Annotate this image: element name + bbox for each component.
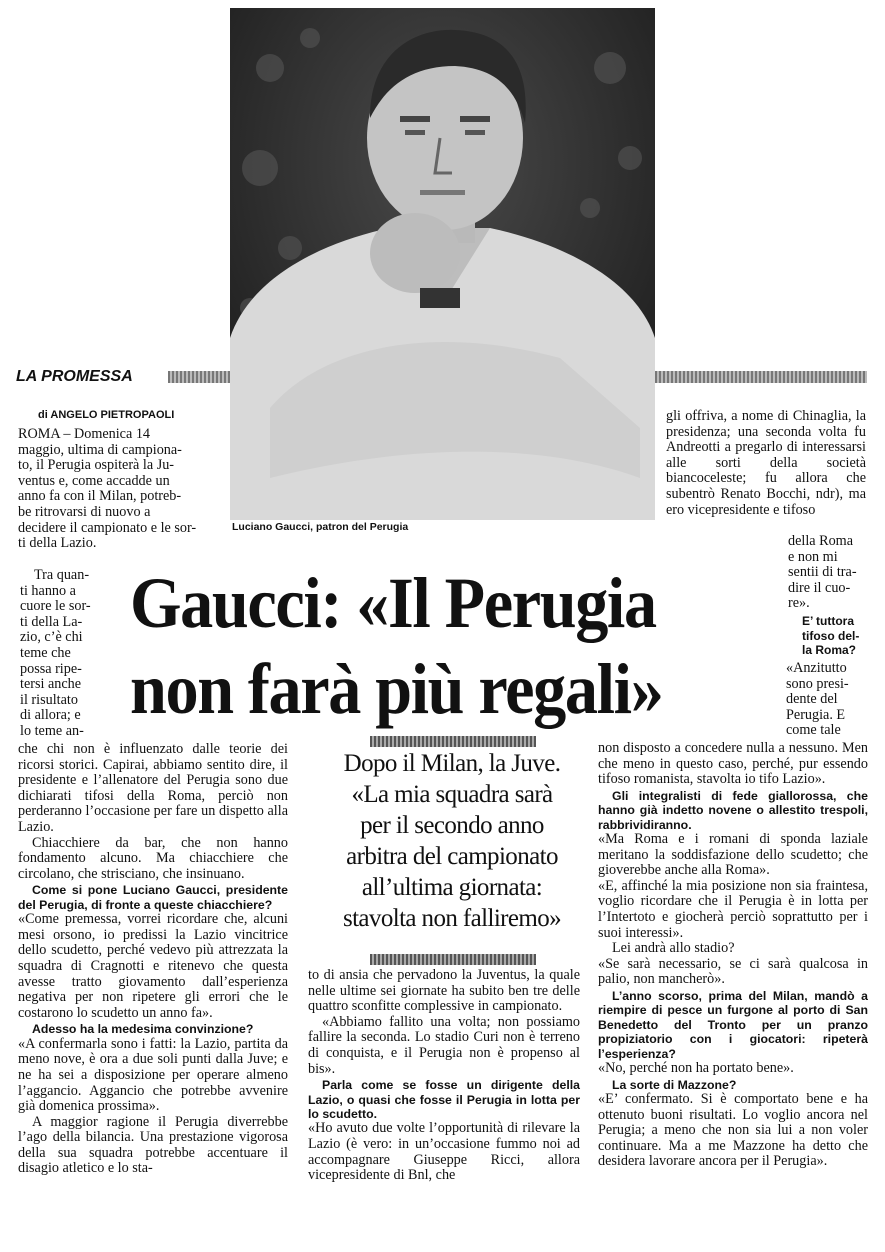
col2-body xyxy=(308,968,580,1184)
paragraph: «E, affinché la mia posizione non sia fraintesa, voglio ricordare che il Perugia è in lotta per l’Intertoto e giocherà perciò soprattutto per i suoi interessi». xyxy=(598,877,868,941)
col3-narrow-line: della Roma xyxy=(788,533,854,549)
paragraph: «No, perché non ha portato bene». xyxy=(598,1059,794,1076)
interview-question: Come si pone Luciano Gaucci, presidente del Perugia, di fronte a queste chiacchiere? xyxy=(18,883,288,912)
portrait-image xyxy=(230,8,655,520)
section-rubric: LA PROMESSA xyxy=(16,368,133,385)
paragraph: non disposto a concedere nulla a nessuno. Men che meno in questo caso, perché, pur essendo tifoso romanista, stavolta io tifo Lazio». xyxy=(598,740,868,788)
photo-luciano-gaucci xyxy=(230,8,655,520)
col1-narrow-line: di allora; e xyxy=(20,707,81,724)
paragraph: «Abbiamo fallito una volta; non possiamo fallire la seconda. Lo stadio Curi non è terreno di conquista, e il Perugia non è propenso al bis». xyxy=(308,1013,580,1077)
col3-q-line: la Roma? xyxy=(802,643,857,657)
interview-question: Adesso ha la medesima convinzione? xyxy=(32,1022,254,1037)
col3-narrow-line: sentii di tra- xyxy=(788,564,857,581)
col1-line: ventus e, come accadde un xyxy=(18,472,170,489)
photo-caption: Luciano Gaucci, patron del Perugia xyxy=(232,521,409,533)
col3-question-1 xyxy=(802,614,872,658)
col1-narrow-line: ti hanno a xyxy=(20,582,76,599)
col1-line: to, il Perugia ospiterà la Ju- xyxy=(18,457,175,474)
col1-narrow xyxy=(20,568,120,740)
paragraph: Chiacchiere da bar, che non hanno fondamento alcuno. Ma chiacchiere che circolano, che strisciano, che insinuano. xyxy=(18,834,288,882)
paragraph: «Ho avuto due volte l’opportunità di rilevare la Lazio (è vero: in un’occasione fummo noi ad accompagnare Giuseppe Ricci, allora vicepresidente di Bnl, che xyxy=(308,1120,580,1184)
col1-narrow-line: lo teme an- xyxy=(20,722,84,739)
paragraph: «Se sarà necessario, se ci sarà qualcosa in palio, non mancherò». xyxy=(598,955,868,988)
col1-line: decidere il campionato e le sor- xyxy=(18,519,197,536)
interview-question: L’anno scorso, prima del Milan, mandò a riempire di pesce un furgone al porto di San Benedetto del Tronto per un pranzo propiziatorio con i giocatori: ripeterà l’esperienza? xyxy=(598,988,868,1061)
col1-line: be ritrovarsi di nuovo a xyxy=(18,503,151,520)
col1-narrow-line: ti della La- xyxy=(20,613,83,630)
paragraph: che chi non è influenzato dalle teorie dei ricorsi storici. Capirai, abbiamo sentito dire, il presidente e l’allenatore del Perugia sono due dichiarati tifosi della Roma, perciò non perderanno l’occasione per fare un dispetto alla Lazio. xyxy=(18,741,288,835)
col3-narrow-line: «Anzitutto xyxy=(786,660,847,676)
col3-q-line: tifoso del- xyxy=(802,628,860,643)
col1-line: ROMA – Domenica 14 xyxy=(18,426,151,442)
col3-body xyxy=(598,741,868,1170)
deck-line: «La mia squadra sarà xyxy=(351,781,553,808)
interview-question: Parla come se fosse un dirigente della Lazio, o quasi che fosse il Perugia in lotta per lo scudetto. xyxy=(308,1078,580,1121)
col3-top xyxy=(666,409,866,518)
deck-line: arbitra del campionato xyxy=(346,843,558,870)
paragraph: Lei andrà allo stadio? xyxy=(612,940,735,957)
col3-narrow-line: come tale xyxy=(786,722,841,739)
col3-narrow-line: e non mi xyxy=(788,548,838,565)
col1-narrow-line: cuore le sor- xyxy=(20,598,91,615)
paragraph: «Come premessa, vorrei ricordare che, alcuni mesi orsono, io predissi la Lazio vincitrice dello scudetto, perché vedevo più attrezzata la squadra di Cragnotti e ritenevo che questa avesse tratto giovamento dall’esperienza negativa per non ripetere gli errori che le costarono lo scudetto un anno fa». xyxy=(18,911,288,1021)
col3-narrow xyxy=(788,534,868,612)
col1-line: maggio, ultima di campiona- xyxy=(18,441,182,458)
paragraph: «Ma Roma e i romani di sponda laziale meritano la soddisfazione dello scudetto; che gioverebbe anche alla Roma». xyxy=(598,831,868,879)
col3-q-line: E’ tuttora xyxy=(802,614,855,628)
col1-narrow-line: zio, c’è chi xyxy=(20,629,83,646)
deck-line: per il secondo anno xyxy=(360,812,544,839)
col3-narrow-line: dire il cuo- xyxy=(788,579,851,596)
col1-intro xyxy=(18,427,228,552)
deck-rule-top xyxy=(370,736,536,747)
col1-narrow-line: Tra quan- xyxy=(34,567,90,583)
headline-line-1: Gaucci: «Il Perugia xyxy=(130,563,656,643)
col1-line: anno fa con il Milan, potreb- xyxy=(18,488,182,505)
rubric-rule-left xyxy=(168,371,230,383)
col1-narrow-line: il risultato xyxy=(20,691,78,708)
paragraph: «A confermarla sono i fatti: la Lazio, partita da meno nove, è ora a due soli punti dalla Juve; e ne ha sei a disposizione per operare almeno l’aggancio. Aggancio che potrebbe avvenire già domenica prossima». xyxy=(18,1035,288,1115)
deck-line: all’ultima giornata: xyxy=(361,874,543,901)
col1-narrow-line: possa ripe- xyxy=(20,660,82,677)
deck-line: Dopo il Milan, la Juve. xyxy=(343,750,561,777)
deck xyxy=(308,748,596,934)
col1-narrow-line: tersi anche xyxy=(20,676,82,693)
headline xyxy=(130,560,662,732)
col3-narrow-line: re». xyxy=(788,595,810,612)
deck-line: stavolta non falliremo» xyxy=(342,905,562,932)
interview-question: La sorte di Mazzone? xyxy=(612,1077,737,1092)
col1-body xyxy=(18,742,288,1177)
rubric-rule-right xyxy=(655,371,867,383)
col3-narrow-line: Perugia. E xyxy=(786,706,846,723)
col3-paragraph: gli offriva, a nome di Chinaglia, la presidenza; una seconda volta fu Andreotti a pregarlo di interessarsi alle sorti della società biancoceleste; fu allora che subentrò Renato Bocchi, ndr), ma ero vicepresidente e tifoso xyxy=(666,408,866,518)
paragraph: to di ansia che pervadono la Juventus, la quale nelle ultime sei giornate ha subito ben tre delle quattro sconfitte complessive in campionato. xyxy=(308,967,580,1015)
col3-narrow-line: dente del xyxy=(786,691,838,708)
col1-line: ti della Lazio. xyxy=(18,535,97,552)
byline: di ANGELO PIETROPAOLI xyxy=(38,409,175,421)
headline-line-2: non farà più regali» xyxy=(130,649,663,729)
deck-rule-bottom xyxy=(370,954,536,965)
col1-narrow-line: teme che xyxy=(20,644,71,661)
interview-question: Gli integralisti di fede giallorossa, che hanno già indetto novene o allestito trespoli, rabbrividiranno. xyxy=(598,788,868,832)
col3-narrow-2 xyxy=(786,661,870,739)
paragraph: «E’ confermato. Si è comportato bene e ha ottenuto buoni risultati. Lo voglio ancora nel Perugia; a meno che non sia lui a non voler continuare. Ma a me Mazzone ha detto che desidera lavorare ancora per il Perugia». xyxy=(598,1090,868,1170)
col3-narrow-line: sono presi- xyxy=(786,675,849,692)
paragraph: A maggior ragione il Perugia diverrebbe l’ago della bilancia. Una prestazione vigorosa della sua squadra potrebbe accentuare il disagio atletico e lo sta- xyxy=(18,1113,288,1177)
